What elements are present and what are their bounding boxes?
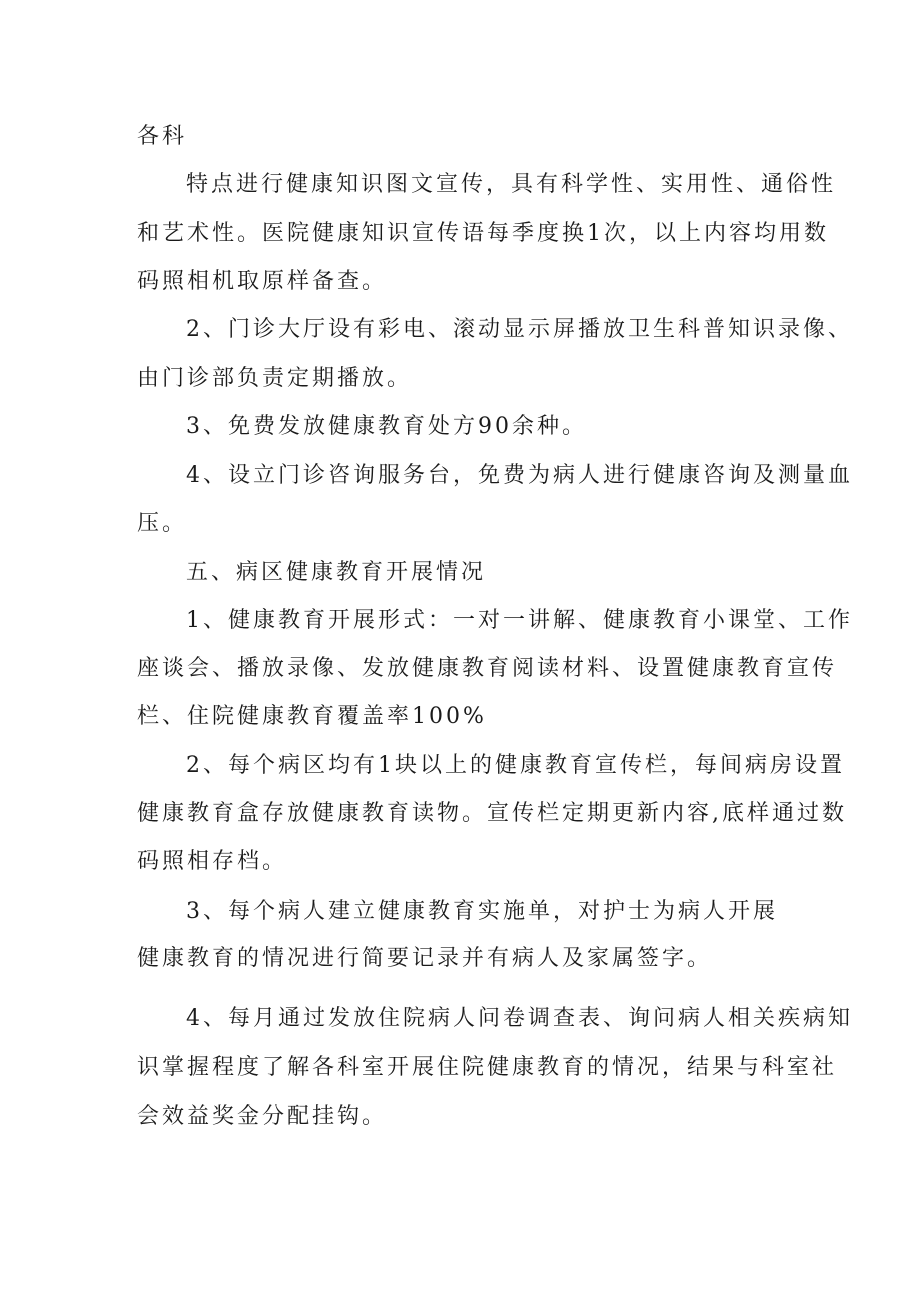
text-line: 由门诊部负责定期播放。 bbox=[137, 366, 413, 391]
text-line: 各科 bbox=[137, 124, 188, 149]
text-line: 1、健康教育开展形式：一对一讲解、健康教育小课堂、工作 bbox=[186, 608, 853, 633]
text-line: 3、每个病人建立健康教育实施单，对护士为病人开展 bbox=[186, 899, 778, 924]
text-line: 3、免费发放健康教育处方90余种。 bbox=[186, 414, 587, 439]
text-line: 码照相机取原样备查。 bbox=[137, 269, 388, 294]
text-line: 2、每个病区均有1块以上的健康教育宣传栏，每间病房设置 bbox=[186, 753, 845, 778]
text-line: 栏、住院健康教育覆盖率100% bbox=[137, 704, 487, 729]
text-line: 健康教育的情况进行简要记录并有病人及家属签字。 bbox=[137, 946, 713, 971]
text-line: 4、设立门诊咨询服务台，免费为病人进行健康咨询及测量血 bbox=[186, 463, 853, 488]
text-line: 识掌握程度了解各科室开展住院健康教育的情况，结果与科室社 bbox=[137, 1055, 838, 1080]
text-line: 会效益奖金分配挂钩。 bbox=[137, 1104, 388, 1129]
text-line: 和艺术性。医院健康知识宣传语每季度换1次，以上内容均用数 bbox=[137, 221, 829, 246]
text-line: 4、每月通过发放住院病人问卷调查表、询问病人相关疾病知 bbox=[186, 1006, 853, 1031]
text-line: 2、门诊大厅设有彩电、滚动显示屏播放卫生科普知识录像、 bbox=[186, 317, 853, 342]
text-line: 健康教育盒存放健康教育读物。宣传栏定期更新内容,底样通过数 bbox=[137, 801, 847, 826]
text-line: 特点进行健康知识图文宣传，具有科学性、实用性、通俗性 bbox=[186, 172, 837, 197]
section-heading: 五、病区健康教育开展情况 bbox=[186, 560, 487, 585]
text-line: 座谈会、播放录像、发放健康教育阅读材料、设置健康教育宣传 bbox=[137, 656, 838, 681]
text-line: 码照相存档。 bbox=[137, 849, 288, 874]
text-line: 压。 bbox=[137, 511, 188, 536]
